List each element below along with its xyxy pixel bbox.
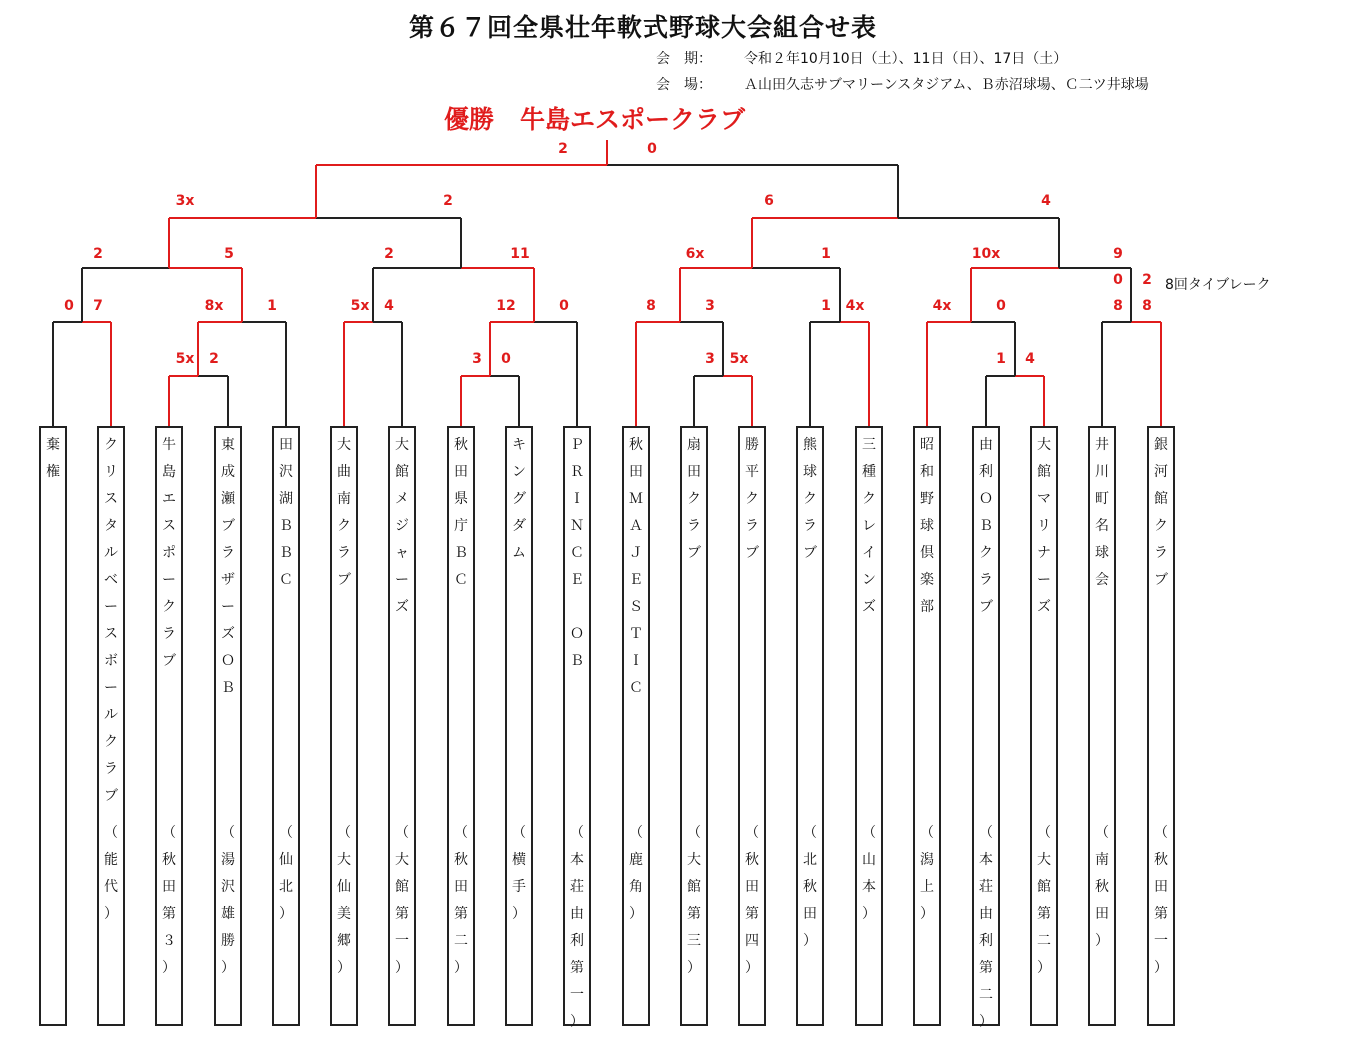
page-title: 第６７回全県壮年軟式野球大会組合せ表 (408, 13, 877, 42)
score-label: 3 (472, 351, 482, 367)
team-region: （ 湯 沢 雄 勝 ） (221, 825, 235, 976)
score-label: 4 (1025, 351, 1035, 367)
score-label: 8x (204, 298, 224, 314)
score-label: 2 (209, 351, 219, 367)
team-name: 勝 平 ク ラ ブ (745, 437, 759, 561)
team-name: 秋 田 Ｍ Ａ Ｊ Ｅ Ｓ Ｔ Ｉ Ｃ (629, 437, 643, 696)
team-name: ク リ ス タ ル ベ ー ス ボ ー ル ク ラ ブ (104, 437, 118, 804)
team-region: （ 秋 田 第 二 ） (454, 825, 468, 976)
team-region: （ 秋 田 第 一 ） (1154, 825, 1168, 976)
team-region: （ 大 仙 美 郷 ） (337, 825, 351, 976)
team-box (39, 426, 67, 1026)
score-label: 10x (971, 246, 1001, 262)
team-region: （ 横 手 ） (512, 825, 526, 922)
team-region: （ 大 館 第 二 ） (1037, 825, 1051, 976)
score-label: 6 (764, 193, 774, 209)
team-region: （ 大 館 第 一 ） (395, 825, 409, 976)
champion-label: 優勝 (444, 105, 495, 134)
team-name: 昭 和 野 球 倶 楽 部 (920, 437, 934, 615)
score-label: 0 (501, 351, 511, 367)
team-region: （ 潟 上 ） (920, 825, 934, 922)
team-name: 銀 河 館 ク ラ ブ (1154, 437, 1168, 588)
team-region: （ 秋 田 第 四 ） (745, 825, 759, 976)
schedule-value: 令和２年10月10日（土）、11日（日）、17日（土） (744, 51, 1068, 67)
score-label: 0 (559, 298, 569, 314)
venue-value: Ａ山田久志サブマリーンスタジアム、Ｂ赤沼球場、Ｃ二ツ井球場 (744, 77, 1149, 93)
score-label: 3x (175, 193, 195, 209)
score-label: 2 (1142, 272, 1152, 288)
score-label: 8 (646, 298, 656, 314)
team-name: 大 曲 南 ク ラ ブ (337, 437, 351, 588)
team-name: 牛 島 エ ス ポ ー ク ラ ブ (162, 437, 176, 669)
team-name: 大 館 メ ジ ャ ー ズ (395, 437, 409, 615)
champion-team: 牛島エスポークラブ (520, 105, 746, 134)
score-label: 2 (384, 246, 394, 262)
score-label: 2 (443, 193, 453, 209)
score-label: 9 (1113, 246, 1123, 262)
team-region: （ 南 秋 田 ） (1095, 825, 1109, 949)
score-label: 1 (996, 351, 1006, 367)
score-label: 5 (224, 246, 234, 262)
team-region: （ 秋 田 第 ３ ） (162, 825, 176, 976)
team-region: （ 大 館 第 三 ） (687, 825, 701, 976)
team-region: （ 本 荘 由 利 第 二 ） (979, 825, 993, 1030)
score-label: 8 (1142, 298, 1152, 314)
team-region: （ 北 秋 田 ） (803, 825, 817, 949)
score-label: 1 (267, 298, 277, 314)
score-label: 1 (821, 298, 831, 314)
team-name: 扇 田 ク ラ ブ (687, 437, 701, 561)
score-label: 0 (1113, 272, 1123, 288)
tiebreak-note: 8回タイブレーク (1165, 277, 1271, 293)
score-label: 2 (558, 141, 568, 157)
team-name: 秋 田 県 庁 Ｂ Ｃ (454, 437, 468, 588)
team-region: （ 鹿 角 ） (629, 825, 643, 922)
score-label: 7 (93, 298, 103, 314)
score-label: 4x (932, 298, 952, 314)
score-label: 3 (705, 351, 715, 367)
score-label: 5x (729, 351, 749, 367)
score-label: 12 (496, 298, 516, 314)
team-region: （ 山 本 ） (862, 825, 876, 922)
team-name: 棄 権 (46, 437, 60, 480)
score-label: 11 (510, 246, 530, 262)
venue-label: 会 場： (656, 77, 712, 93)
score-label: 5x (350, 298, 370, 314)
team-name: Ｐ Ｒ Ｉ Ｎ Ｃ Ｅ Ｏ Ｂ (570, 437, 584, 669)
score-label: 3 (705, 298, 715, 314)
score-label: 4 (1041, 193, 1051, 209)
team-region: （ 本 荘 由 利 第 一 ） (570, 825, 584, 1030)
team-name: 三 種 ク レ イ ン ズ (862, 437, 876, 615)
team-name: 田 沢 湖 Ｂ Ｂ Ｃ (279, 437, 293, 588)
score-label: 4 (384, 298, 394, 314)
schedule-label: 会 期： (656, 51, 712, 67)
score-label: 1 (821, 246, 831, 262)
team-name: 由 利 Ｏ Ｂ ク ラ ブ (979, 437, 993, 615)
score-label: 0 (996, 298, 1006, 314)
score-label: 6x (685, 246, 705, 262)
score-label: 5x (175, 351, 195, 367)
score-label: 2 (93, 246, 103, 262)
team-region: （ 仙 北 ） (279, 825, 293, 922)
team-name: キ ン グ ダ ム (512, 437, 526, 561)
team-name: 井 川 町 名 球 会 (1095, 437, 1109, 588)
score-label: 4x (845, 298, 865, 314)
score-label: 0 (64, 298, 74, 314)
score-label: 8 (1113, 298, 1123, 314)
team-region: （ 能 代 ） (104, 825, 118, 922)
score-label: 0 (647, 141, 657, 157)
team-name: 東 成 瀬 ブ ラ ザ ー ズ Ｏ Ｂ (221, 437, 235, 696)
team-name: 大 館 マ リ ナ ー ズ (1037, 437, 1051, 615)
team-name: 熊 球 ク ラ ブ (803, 437, 817, 561)
